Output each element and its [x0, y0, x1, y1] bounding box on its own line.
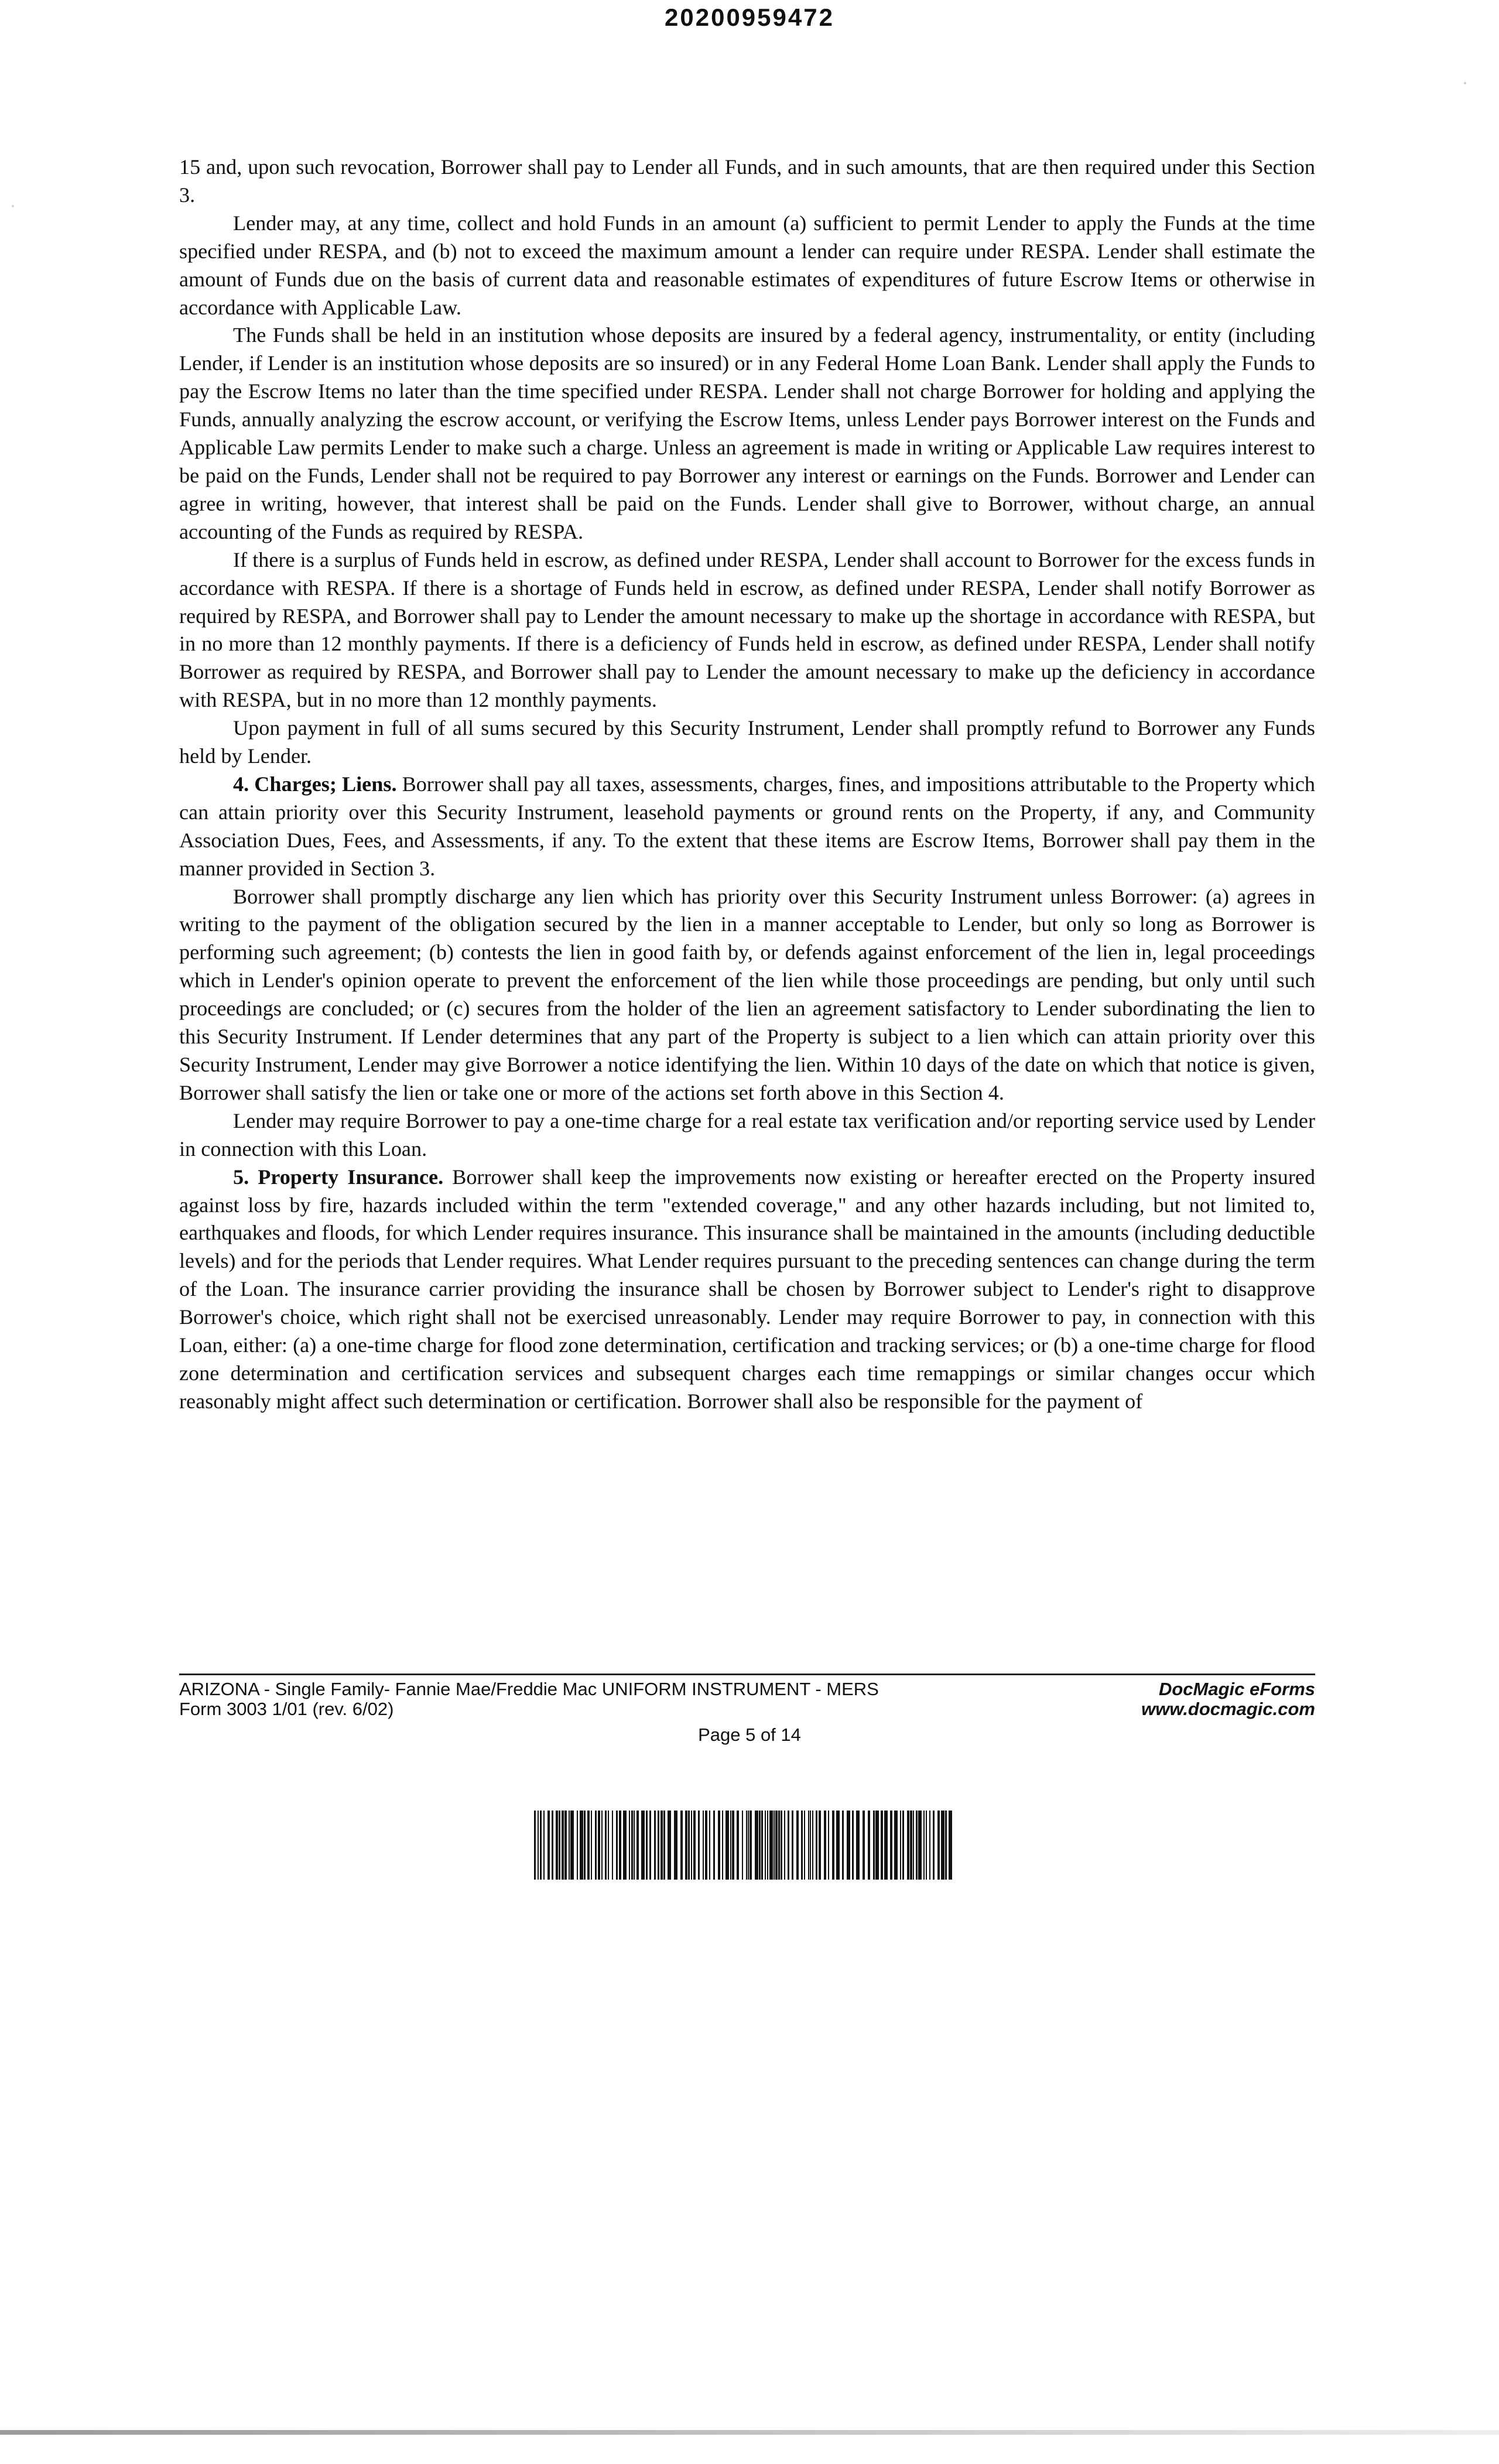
- paragraph-discharge-lien: Borrower shall promptly discharge any lien which has priority over this Security Instrument unless Borrower: (a) agrees in writing to the payment of the obligation secured by the lien in a manner acceptable to Lender, but only so long as Borrower is performing such agreement; (b) contests the lien in good faith by, or defends against enforcement of the lien in, legal proceedings which in Lender's opinion operate to prevent the enforcement of the lien while those proceedings are pending, but only until such proceedings are concluded; or (c) secures from the holder of the lien an agreement satisfactory to Lender subordinating the lien to this Security Instrument. If Lender determines that any part of the Property is subject to a lien which can attain priority over this Security Instrument, Lender may give Borrower a notice identifying the lien. Within 10 days of the date on which that notice is given, Borrower shall satisfy the lien or take one or more of the actions set forth above in this Section 4.: [179, 884, 1315, 1104]
- brand-name: DocMagic: [1158, 1679, 1245, 1699]
- section-4-heading: 4. Charges; Liens.: [233, 772, 397, 796]
- docmagic-brand: [1072, 1679, 1315, 1719]
- paragraph-funds-held: The Funds shall be held in an institution whose deposits are insured by a federal agency, instrumentality, or entity (including Lender, if Lender is an institution whose deposits are so insured) or in any Federal Home Loan Bank. Lender shall apply the Funds to pay the Escrow Items no later than the time specified under RESPA. Lender shall not charge Borrower for holding and applying the Funds, annually analyzing the escrow account, or verifying the Escrow Items, unless Lender pays Borrower interest on the Funds and Applicable Law permits Lender to make such a charge. Unless an agreement is made in writing or Applicable Law requires interest to be paid on the Funds, Lender shall not be required to pay Borrower any interest or earnings on the Funds. Borrower and Lender can agree in writing, however, that interest shall be paid on the Funds. Lender shall give to Borrower, without charge, an annual accounting of the Funds as required by RESPA.: [179, 323, 1315, 543]
- page-number: Page 5 of 14: [698, 1724, 801, 1745]
- section-5-text: Borrower shall keep the improvements now existing or hereafter erected on the Property insured against loss by fire, hazards included within the term "extended coverage," and any other hazards including, but not limited to, earthquakes and floods, for which Lender requires insurance. This insurance shall be maintained in the amounts (including deductible levels) and for the periods that Lender requires. What Lender requires pursuant to the preceding sentences can change during the term of the Loan. The insurance carrier providing the insurance shall be chosen by Borrower subject to Lender's right to disapprove Borrower's choice, which right shall not be exercised unreasonably. Lender may require Borrower to pay, in connection with this Loan, either: (a) a one-time charge for flood zone determination, certification and tracking services; or (b) a one-time charge for flood zone determination and certification services and subsequent charges each time remappings or similar changes occur which reasonably might affect such determination or certification. Borrower shall also be responsible for the payment of: [179, 1165, 1316, 1413]
- brand-eforms: eForms: [1250, 1679, 1315, 1699]
- scan-speck: [1464, 82, 1466, 84]
- scan-speck: [12, 205, 14, 207]
- document-number: 20200959472: [665, 4, 834, 31]
- section-4-charges-liens: [179, 771, 1315, 883]
- section-4-text: Borrower shall pay all taxes, assessments, charges, fines, and impositions attributable to the Property which can attain priority over this Security Instrument, leasehold payments or ground rents on the Property, if any, and Community Association Dues, Fees, and Assessments, if any. To the extent that these items are Escrow Items, Borrower shall pay them in the manner provided in Section 3.: [179, 772, 1315, 880]
- form-title: ARIZONA - Single Family- Fannie Mae/Freddie Mac UNIFORM INSTRUMENT - MERS: [179, 1679, 879, 1699]
- brand-url: www.docmagic.com: [1141, 1699, 1315, 1719]
- section-5-property-insurance: [179, 1163, 1315, 1416]
- scan-edge-strip: [0, 2430, 1499, 2435]
- brand-logo: [1072, 1679, 1315, 1699]
- section-5-heading: 5. Property Insurance.: [233, 1165, 444, 1189]
- document-body: [179, 153, 1315, 1416]
- paragraph-escrow-surplus: If there is a surplus of Funds held in escrow, as defined under RESPA, Lender shall account to Borrower for the excess funds in accordance with RESPA. If there is a shortage of Funds held in escrow, as defined under RESPA, Lender shall notify Borrower as required by RESPA, and Borrower shall pay to Lender the amount necessary to make up the shortage in accordance with RESPA, but in no more than 12 monthly payments. If there is a deficiency of Funds held in escrow, as defined under RESPA, Lender shall notify Borrower as required by RESPA, and Borrower shall pay to Lender the amount necessary to make up the deficiency in accordance with RESPA, but in no more than 12 monthly payments.: [179, 547, 1315, 712]
- paragraph-refund: Upon payment in full of all sums secured by this Security Instrument, Lender shall promptly refund to Borrower any Funds held by Lender.: [179, 716, 1315, 768]
- paragraph-funds-amount: Lender may, at any time, collect and hold Funds in an amount (a) sufficient to permit Lender to apply the Funds at the time specified under RESPA, and (b) not to exceed the maximum amount a lender can require under RESPA. Lender shall estimate the amount of Funds due on the basis of current data and reasonable estimates of expenditures of future Escrow Items or otherwise in accordance with Applicable Law.: [179, 211, 1315, 319]
- form-identifier: [179, 1679, 879, 1719]
- form-number: Form 3003 1/01 (rev. 6/02): [179, 1699, 394, 1719]
- barcode: [534, 1811, 956, 1880]
- paragraph-tax-verification: Lender may require Borrower to pay a one-time charge for a real estate tax verification and/or reporting service used by Lender in connection with this Loan.: [179, 1108, 1315, 1161]
- paragraph-section3-continuation: 15 and, upon such revocation, Borrower shall pay to Lender all Funds, and in such amounts, that are then required under this Section 3.: [179, 155, 1315, 207]
- footer-divider: [179, 1674, 1315, 1675]
